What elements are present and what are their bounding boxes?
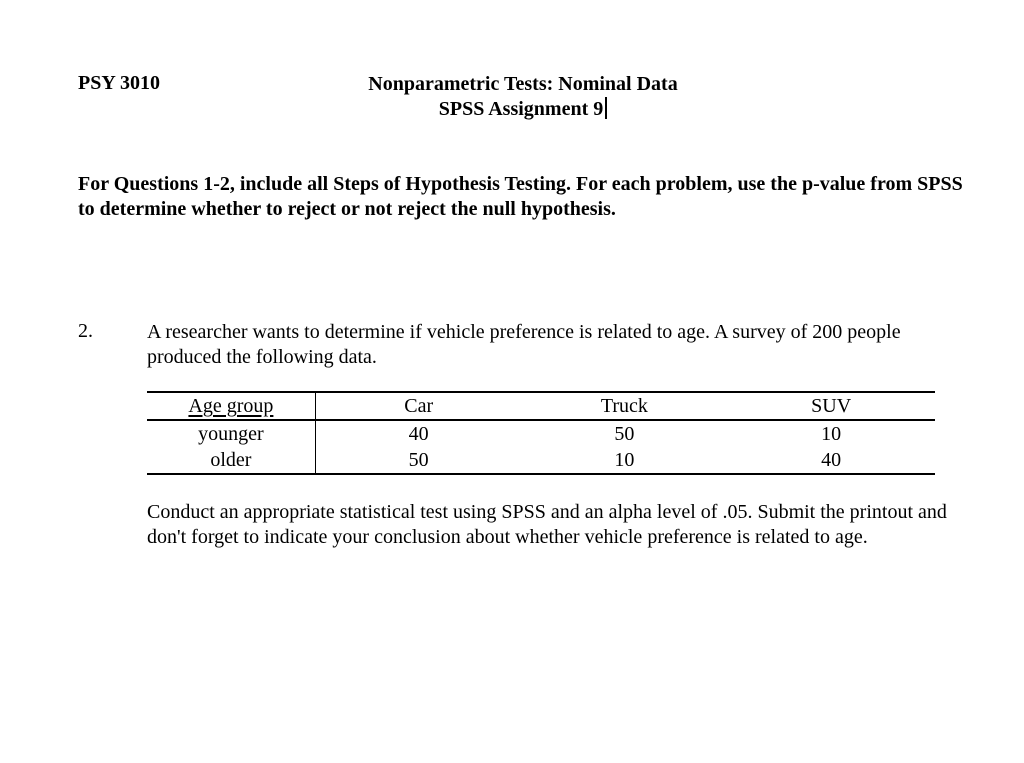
table-cell: 50 xyxy=(614,423,635,445)
contingency-table xyxy=(147,391,935,475)
course-code: PSY 3010 xyxy=(78,72,161,94)
table-cell: 10 xyxy=(821,423,842,445)
table-row xyxy=(147,447,935,474)
table-cell: 10 xyxy=(614,449,635,471)
header-age-group: Age group xyxy=(147,392,315,420)
table-cell: 40 xyxy=(408,423,429,445)
header-suv: SUV xyxy=(811,395,852,417)
row-label: younger xyxy=(147,420,315,447)
header-car: Car xyxy=(404,395,434,417)
document-title: Nonparametric Tests: Nominal Data xyxy=(368,73,678,95)
question-number: 2. xyxy=(78,320,93,342)
instructions: For Questions 1-2, include all Steps of Hypothesis Testing. For each problem, use the p-value from SPSS to determine whether to reject or not reject the null hypothesis. xyxy=(78,173,963,220)
table-cell: 50 xyxy=(408,449,429,471)
text-cursor xyxy=(605,97,607,119)
document-subtitle-line xyxy=(300,97,746,122)
row-label: older xyxy=(147,447,315,474)
document-subtitle: SPSS Assignment 9 xyxy=(438,98,604,120)
table-row xyxy=(147,420,935,447)
table-cell: 40 xyxy=(821,449,842,471)
table-header-row xyxy=(147,392,935,420)
header-truck: Truck xyxy=(600,395,648,417)
document-title-block xyxy=(300,72,746,122)
question-prompt: A researcher wants to determine if vehicle preference is related to age. A survey of 200 people produced the following data. xyxy=(147,321,901,368)
question-instructions: Conduct an appropriate statistical test using SPSS and an alpha level of .05. Submit the printout and don't forget to indicate your conclusion about whether vehicle preference is related to age. xyxy=(147,501,947,548)
